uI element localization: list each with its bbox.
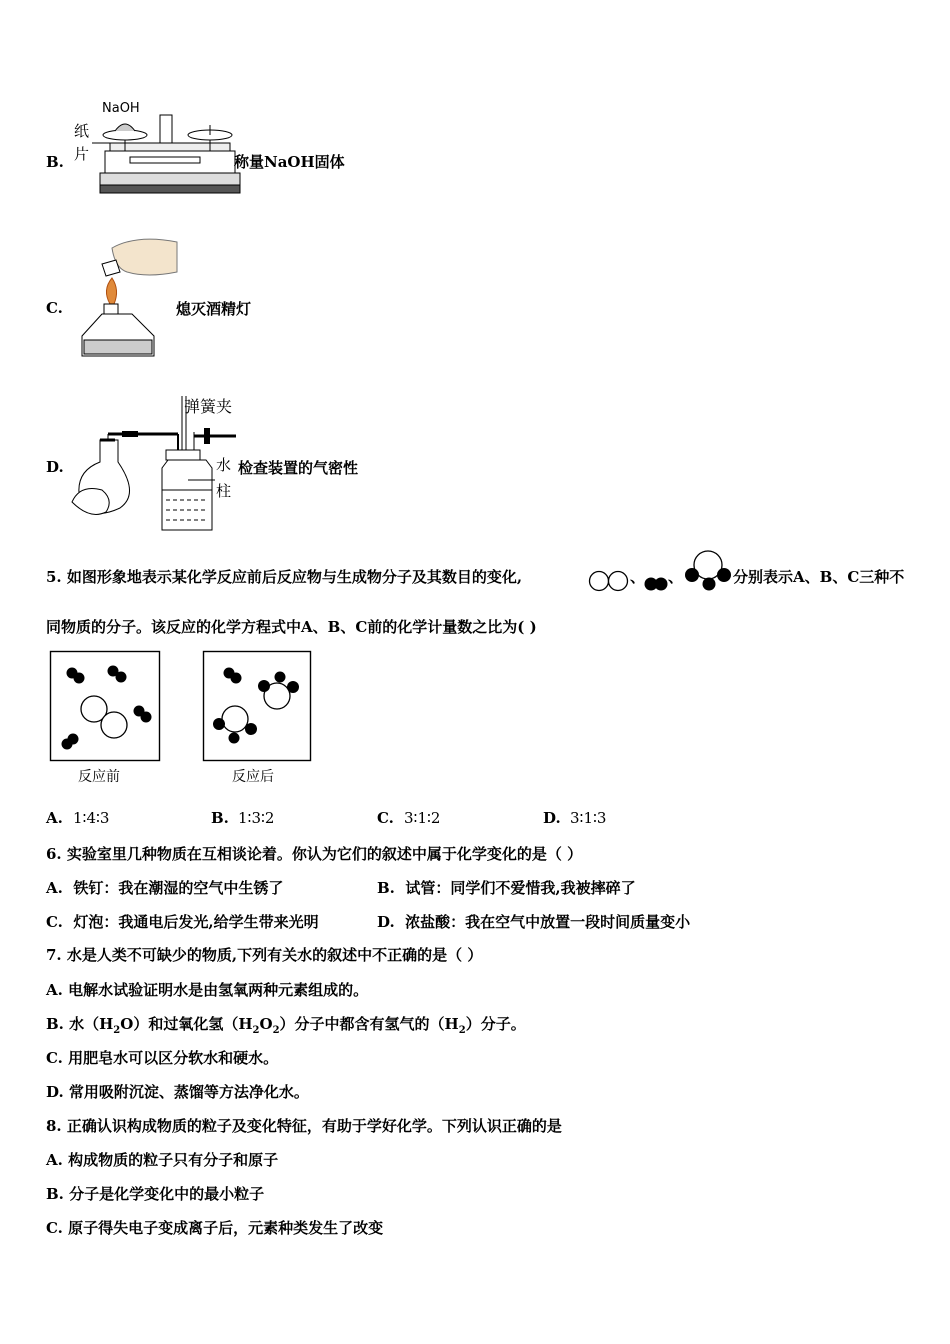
- q7-b-sub: 2: [113, 1025, 121, 1036]
- q5-sep-2: 、: [668, 568, 684, 586]
- q6-choice-b-letter: B.: [377, 879, 395, 897]
- molecule-a-icon: [588, 570, 632, 592]
- option-d-letter: D.: [46, 458, 64, 476]
- reaction-after-box: [203, 651, 311, 761]
- q5-choice-a-letter: A.: [46, 809, 63, 827]
- q5-sep-1: 、: [630, 568, 646, 586]
- q8-choice-c[interactable]: C. 原子得失电子变成离子后，元素种类发生了改变: [46, 1219, 384, 1237]
- q6-stem: 6. 实验室里几种物质在互相谈论着。你认为它们的叙述中属于化学变化的是（ ）: [46, 845, 583, 863]
- q6-choice-a-text: 铁钉：我在潮湿的空气中生锈了: [73, 879, 284, 897]
- reaction-after-label: 反应后: [232, 769, 274, 785]
- q7-choice-a[interactable]: A. 电解水试验证明水是由氢氧两种元素组成的。: [46, 981, 369, 999]
- q6-choice-a-letter: A.: [46, 879, 63, 897]
- q8-choice-b[interactable]: B. 分子是化学变化中的最小粒子: [46, 1185, 265, 1203]
- option-b-letter: B.: [46, 153, 64, 171]
- q5-stem-line2: 同物质的分子。该反应的化学方程式中A、B、C前的化学计量数之比为( ): [46, 618, 537, 636]
- reaction-before-label: 反应前: [78, 769, 120, 785]
- q7-b-sub: 2: [458, 1025, 466, 1036]
- q6-choice-a[interactable]: [46, 877, 283, 898]
- airtightness-figure: [70, 392, 245, 537]
- q8-stem: 8. 正确认识构成物质的粒子及变化特征，有助于学好化学。下列认识正确的是: [46, 1117, 562, 1135]
- q6-choice-d-text: 浓盐酸：我在空气中放置一段时间质量变小: [405, 913, 691, 931]
- q6-choice-c-letter: C.: [46, 913, 63, 931]
- q7-stem: 7. 水是人类不可缺少的物质,下列有关水的叙述中不正确的是（ ）: [46, 946, 483, 964]
- q7-b-part: O: [259, 1015, 273, 1033]
- q5-choice-c-letter: C.: [377, 809, 394, 827]
- option-d-caption: 检查装置的气密性: [238, 459, 359, 477]
- q7-choice-c[interactable]: C. 用肥皂水可以区分软水和硬水。: [46, 1049, 279, 1067]
- q6-choice-c[interactable]: [46, 911, 319, 932]
- q7-choice-d[interactable]: D. 常用吸附沉淀、蒸馏等方法净化水。: [46, 1083, 309, 1101]
- naoh-label: NaOH: [102, 101, 140, 116]
- option-c-letter: C.: [46, 299, 63, 317]
- q6-choice-b[interactable]: [377, 877, 636, 898]
- q6-choice-d-letter: D.: [377, 913, 395, 931]
- balance-figure: [70, 95, 240, 207]
- q7-b-part: O）和过氧化氢（H: [120, 1015, 253, 1033]
- q5-stem-part2: 分别表示A、B、C三种不: [733, 568, 905, 586]
- clip-label: 弹簧夹: [184, 397, 233, 416]
- option-c-caption: 熄灭酒精灯: [176, 300, 252, 318]
- paper-label-bottom: 片: [74, 145, 90, 163]
- q8-choice-a[interactable]: A. 构成物质的粒子只有分子和原子: [46, 1151, 279, 1169]
- q7-b-sub: 2: [252, 1025, 260, 1036]
- reaction-before-box: [50, 651, 160, 761]
- alcohol-lamp-figure: [72, 236, 182, 361]
- q7-b-part: ）分子。: [465, 1015, 526, 1033]
- q5-choice-b-letter: B.: [211, 809, 229, 827]
- water-label-bottom: 柱: [216, 482, 232, 500]
- q6-choice-d[interactable]: [377, 911, 690, 932]
- q5-choice-d-letter: D.: [543, 809, 561, 827]
- q7-b-part: ）分子中都含有氢气的（H: [279, 1015, 459, 1033]
- q7-b-part: B. 水（H: [46, 1015, 114, 1033]
- q5-choice-c-text[interactable]: 3∶1∶2: [404, 809, 441, 827]
- q5-stem-part1: 5. 如图形象地表示某化学反应前后反应物与生成物分子及其数目的变化,: [46, 568, 523, 586]
- q5-choice-a-text[interactable]: 1∶4∶3: [73, 809, 110, 827]
- q6-choice-b-text: 试管：同学们不爱惜我,我被摔碎了: [405, 879, 636, 897]
- molecule-c-icon: [684, 549, 734, 593]
- q5-choice-d-text[interactable]: 3∶1∶3: [570, 809, 607, 827]
- q6-choice-c-text: 灯泡：我通电后发光,给学生带来光明: [73, 913, 319, 931]
- q7-b-sub: 2: [272, 1025, 280, 1036]
- q5-choice-b-text[interactable]: 1∶3∶2: [238, 809, 275, 827]
- paper-label-top: 纸: [74, 122, 90, 140]
- q7-choice-b[interactable]: [46, 1013, 526, 1036]
- water-label-top: 水: [216, 456, 232, 474]
- molecule-b-icon: [643, 576, 669, 592]
- option-b-caption: 称量NaOH固体: [234, 153, 345, 171]
